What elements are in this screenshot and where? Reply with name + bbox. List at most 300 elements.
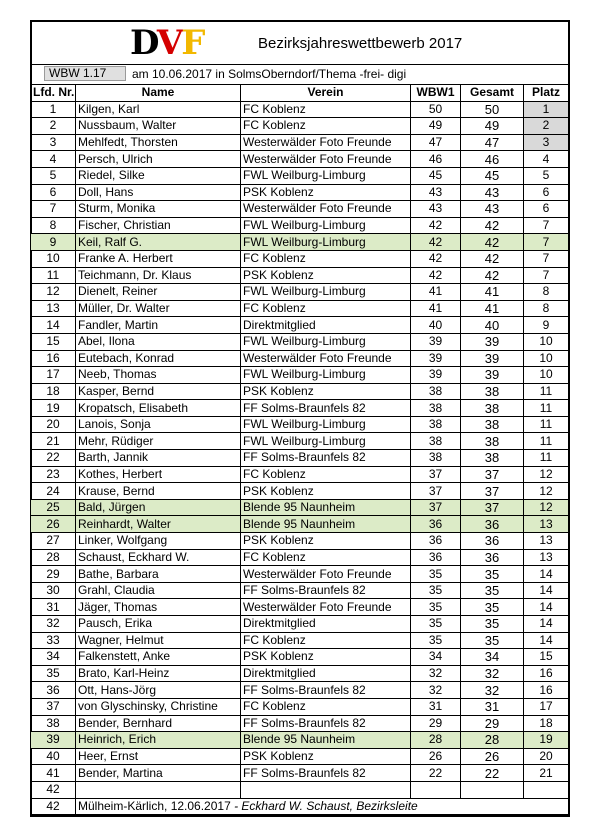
table-row: [31, 450, 569, 467]
cell-nr: 20: [31, 416, 76, 433]
cell-nr: 16: [31, 350, 76, 367]
cell-verein: FF Solms-Braunfels 82: [241, 715, 411, 732]
cell-platz: 2: [524, 118, 569, 135]
cell-wbw1: 42: [411, 217, 461, 234]
cell-name: Grahl, Claudia: [76, 582, 241, 599]
col-header-name: Name: [76, 85, 241, 102]
cell-verein: FF Solms-Braunfels 82: [241, 682, 411, 699]
table-row: [31, 649, 569, 666]
footer-text: [76, 798, 569, 815]
cell-verein: FF Solms-Braunfels 82: [241, 765, 411, 782]
cell-nr: 38: [31, 715, 76, 732]
table-row: [31, 665, 569, 682]
cell-verein: [241, 781, 411, 798]
cell-gesamt: 32: [461, 682, 524, 699]
cell-name: Ott, Hans-Jörg: [76, 682, 241, 699]
cell-platz: 11: [524, 383, 569, 400]
table-row: [31, 715, 569, 732]
cell-wbw1: 39: [411, 350, 461, 367]
cell-gesamt: 39: [461, 333, 524, 350]
table-row: [31, 167, 569, 184]
cell-nr: 8: [31, 217, 76, 234]
cell-wbw1: 38: [411, 400, 461, 417]
cell-gesamt: 46: [461, 151, 524, 168]
cell-name: Doll, Hans: [76, 184, 241, 201]
table-row: [31, 317, 569, 334]
cell-wbw1: 37: [411, 499, 461, 516]
cell-name: Krause, Bernd: [76, 483, 241, 500]
cell-nr: 3: [31, 134, 76, 151]
cell-verein: Westerwälder Foto Freunde: [241, 134, 411, 151]
cell-verein: FWL Weilburg-Limburg: [241, 416, 411, 433]
cell-gesamt: 38: [461, 416, 524, 433]
cell-verein: FWL Weilburg-Limburg: [241, 234, 411, 251]
table-row: [31, 151, 569, 168]
cell-wbw1: 39: [411, 367, 461, 384]
cell-platz: 1: [524, 101, 569, 118]
cell-wbw1: 42: [411, 234, 461, 251]
cell-nr: 22: [31, 450, 76, 467]
cell-nr: 32: [31, 616, 76, 633]
cell-gesamt: 42: [461, 234, 524, 251]
table-row: [31, 284, 569, 301]
footer-nr: 42: [31, 798, 76, 815]
cell-nr: 35: [31, 665, 76, 682]
cell-nr: 26: [31, 516, 76, 533]
cell-nr: 14: [31, 317, 76, 334]
cell-verein: FWL Weilburg-Limburg: [241, 333, 411, 350]
cell-name: Müller, Dr. Walter: [76, 300, 241, 317]
dvf-logo: [130, 25, 203, 61]
header: [32, 22, 568, 65]
cell-platz: 7: [524, 234, 569, 251]
cell-verein: Direktmitglied: [241, 665, 411, 682]
cell-name: Riedel, Silke: [76, 167, 241, 184]
cell-gesamt: 45: [461, 167, 524, 184]
cell-gesamt: 47: [461, 134, 524, 151]
cell-wbw1: 38: [411, 416, 461, 433]
cell-wbw1: 31: [411, 698, 461, 715]
cell-name: Kilgen, Karl: [76, 101, 241, 118]
cell-name: Jäger, Thomas: [76, 599, 241, 616]
cell-nr: 17: [31, 367, 76, 384]
table-row: [31, 234, 569, 251]
table-row: [31, 267, 569, 284]
cell-gesamt: 32: [461, 665, 524, 682]
cell-wbw1: 35: [411, 566, 461, 583]
cell-platz: 16: [524, 682, 569, 699]
table-row: [31, 682, 569, 699]
cell-platz: 15: [524, 649, 569, 666]
cell-verein: Blende 95 Naunheim: [241, 732, 411, 749]
cell-nr: 6: [31, 184, 76, 201]
cell-nr: 27: [31, 533, 76, 550]
table-row: [31, 184, 569, 201]
cell-wbw1: 41: [411, 284, 461, 301]
cell-name: Abel, Ilona: [76, 333, 241, 350]
cell-wbw1: 36: [411, 516, 461, 533]
cell-verein: PSK Koblenz: [241, 483, 411, 500]
cell-gesamt: 43: [461, 184, 524, 201]
cell-wbw1: 46: [411, 151, 461, 168]
cell-nr: 21: [31, 433, 76, 450]
cell-name: Eutebach, Konrad: [76, 350, 241, 367]
cell-platz: 10: [524, 367, 569, 384]
cell-platz: 11: [524, 416, 569, 433]
cell-wbw1: 38: [411, 383, 461, 400]
cell-name: Kothes, Herbert: [76, 466, 241, 483]
cell-platz: 6: [524, 201, 569, 218]
cell-nr: 28: [31, 549, 76, 566]
cell-wbw1: 39: [411, 333, 461, 350]
footer-row: [31, 798, 569, 815]
table-row: [31, 732, 569, 749]
cell-wbw1: 49: [411, 118, 461, 135]
cell-gesamt: 28: [461, 732, 524, 749]
cell-nr: 9: [31, 234, 76, 251]
cell-wbw1: 34: [411, 649, 461, 666]
cell-platz: 9: [524, 317, 569, 334]
col-header-wbw1: WBW1: [411, 85, 461, 102]
competition-subtitle: am 10.06.2017 in SolmsOberndorf/Thema -frei- digi: [132, 67, 407, 81]
cell-nr: 39: [31, 732, 76, 749]
cell-platz: 13: [524, 533, 569, 550]
table-row: [31, 367, 569, 384]
cell-name: Linker, Wolfgang: [76, 533, 241, 550]
cell-nr: 10: [31, 250, 76, 267]
table-row: [31, 748, 569, 765]
table-row: [31, 533, 569, 550]
footer-place-date: Mülheim-Kärlich, 12.06.2017: [78, 798, 231, 813]
cell-name: Neeb, Thomas: [76, 367, 241, 384]
cell-nr: 18: [31, 383, 76, 400]
col-header-nr: Lfd. Nr.: [31, 85, 76, 102]
cell-name: von Glyschinsky, Christine: [76, 698, 241, 715]
cell-name: Nussbaum, Walter: [76, 118, 241, 135]
cell-nr: 5: [31, 167, 76, 184]
cell-platz: 17: [524, 698, 569, 715]
table-row: [31, 566, 569, 583]
cell-wbw1: 36: [411, 533, 461, 550]
cell-platz: 19: [524, 732, 569, 749]
table-row: [31, 433, 569, 450]
cell-wbw1: 29: [411, 715, 461, 732]
cell-verein: FC Koblenz: [241, 300, 411, 317]
cell-gesamt: 36: [461, 533, 524, 550]
cell-name: Brato, Karl-Heinz: [76, 665, 241, 682]
table-row: [31, 350, 569, 367]
cell-nr: 11: [31, 267, 76, 284]
cell-name: Keil, Ralf G.: [76, 234, 241, 251]
table-row: [31, 765, 569, 782]
cell-platz: 4: [524, 151, 569, 168]
cell-platz: 21: [524, 765, 569, 782]
cell-verein: FWL Weilburg-Limburg: [241, 433, 411, 450]
wbw-label: WBW 1.17: [44, 66, 126, 81]
cell-verein: PSK Koblenz: [241, 748, 411, 765]
cell-gesamt: 35: [461, 632, 524, 649]
cell-nr: 36: [31, 682, 76, 699]
table-row: [31, 582, 569, 599]
cell-wbw1: 38: [411, 433, 461, 450]
table-header-row: [31, 85, 569, 102]
cell-verein: Westerwälder Foto Freunde: [241, 566, 411, 583]
cell-platz: 14: [524, 566, 569, 583]
table-body: [31, 101, 569, 798]
cell-verein: FF Solms-Braunfels 82: [241, 400, 411, 417]
cell-nr: 31: [31, 599, 76, 616]
cell-name: Bender, Bernhard: [76, 715, 241, 732]
cell-wbw1: 32: [411, 665, 461, 682]
cell-wbw1: 42: [411, 250, 461, 267]
cell-verein: Blende 95 Naunheim: [241, 516, 411, 533]
cell-gesamt: 40: [461, 317, 524, 334]
cell-wbw1: 36: [411, 549, 461, 566]
cell-gesamt: 35: [461, 582, 524, 599]
cell-verein: FC Koblenz: [241, 549, 411, 566]
cell-wbw1: 22: [411, 765, 461, 782]
cell-platz: 7: [524, 217, 569, 234]
cell-platz: 13: [524, 516, 569, 533]
table-row: [31, 400, 569, 417]
cell-wbw1: 50: [411, 101, 461, 118]
cell-name: Bald, Jürgen: [76, 499, 241, 516]
cell-nr: 19: [31, 400, 76, 417]
table-row: [31, 134, 569, 151]
table-row: [31, 781, 569, 798]
cell-nr: 24: [31, 483, 76, 500]
cell-name: Falkenstett, Anke: [76, 649, 241, 666]
logo-letter-v: V: [156, 23, 182, 63]
cell-gesamt: 36: [461, 549, 524, 566]
cell-nr: 15: [31, 333, 76, 350]
cell-gesamt: 39: [461, 350, 524, 367]
cell-verein: FC Koblenz: [241, 466, 411, 483]
cell-name: Heinrich, Erich: [76, 732, 241, 749]
cell-verein: Direktmitglied: [241, 616, 411, 633]
cell-platz: 13: [524, 549, 569, 566]
table-row: [31, 549, 569, 566]
cell-name: Bathe, Barbara: [76, 566, 241, 583]
cell-nr: 37: [31, 698, 76, 715]
cell-verein: Westerwälder Foto Freunde: [241, 350, 411, 367]
cell-nr: 12: [31, 284, 76, 301]
cell-name: Schaust, Eckhard W.: [76, 549, 241, 566]
cell-name: Franke A. Herbert: [76, 250, 241, 267]
cell-gesamt: 42: [461, 267, 524, 284]
table-row: [31, 499, 569, 516]
cell-gesamt: 37: [461, 499, 524, 516]
cell-gesamt: 43: [461, 201, 524, 218]
table-row: [31, 466, 569, 483]
cell-verein: FC Koblenz: [241, 250, 411, 267]
cell-nr: 1: [31, 101, 76, 118]
cell-gesamt: 22: [461, 765, 524, 782]
cell-wbw1: 38: [411, 450, 461, 467]
cell-name: Heer, Ernst: [76, 748, 241, 765]
cell-name: Bender, Martina: [76, 765, 241, 782]
col-header-platz: Platz: [524, 85, 569, 102]
table-row: [31, 383, 569, 400]
cell-nr: 25: [31, 499, 76, 516]
cell-name: Teichmann, Dr. Klaus: [76, 267, 241, 284]
cell-platz: 6: [524, 184, 569, 201]
cell-verein: PSK Koblenz: [241, 267, 411, 284]
cell-gesamt: 34: [461, 649, 524, 666]
cell-platz: 11: [524, 433, 569, 450]
cell-gesamt: [461, 781, 524, 798]
cell-nr: 23: [31, 466, 76, 483]
footer-signature: - Eckhard W. Schaust, Bezirksleite: [230, 798, 418, 813]
cell-wbw1: 42: [411, 267, 461, 284]
table-row: [31, 632, 569, 649]
competition-info: [32, 64, 568, 84]
cell-name: Mehr, Rüdiger: [76, 433, 241, 450]
cell-gesamt: 37: [461, 483, 524, 500]
table-row: [31, 516, 569, 533]
cell-platz: 12: [524, 499, 569, 516]
col-header-gesamt: Gesamt: [461, 85, 524, 102]
cell-name: Mehlfedt, Thorsten: [76, 134, 241, 151]
cell-name: Kropatsch, Elisabeth: [76, 400, 241, 417]
cell-gesamt: 37: [461, 466, 524, 483]
cell-platz: 11: [524, 450, 569, 467]
cell-gesamt: 49: [461, 118, 524, 135]
cell-wbw1: 32: [411, 682, 461, 699]
cell-gesamt: 38: [461, 383, 524, 400]
cell-gesamt: 41: [461, 284, 524, 301]
cell-platz: 20: [524, 748, 569, 765]
cell-gesamt: 41: [461, 300, 524, 317]
col-header-verein: Verein: [241, 85, 411, 102]
cell-wbw1: 43: [411, 201, 461, 218]
cell-platz: 18: [524, 715, 569, 732]
cell-verein: Westerwälder Foto Freunde: [241, 201, 411, 218]
cell-gesamt: 38: [461, 400, 524, 417]
cell-platz: 7: [524, 250, 569, 267]
cell-platz: 7: [524, 267, 569, 284]
cell-name: Barth, Jannik: [76, 450, 241, 467]
cell-verein: FWL Weilburg-Limburg: [241, 367, 411, 384]
results-sheet: [30, 20, 570, 817]
cell-name: Reinhardt, Walter: [76, 516, 241, 533]
cell-verein: FWL Weilburg-Limburg: [241, 217, 411, 234]
cell-platz: 12: [524, 466, 569, 483]
cell-nr: 13: [31, 300, 76, 317]
cell-gesamt: 42: [461, 217, 524, 234]
cell-wbw1: 47: [411, 134, 461, 151]
cell-name: Fischer, Christian: [76, 217, 241, 234]
cell-verein: PSK Koblenz: [241, 533, 411, 550]
cell-nr: 30: [31, 582, 76, 599]
cell-wbw1: 35: [411, 616, 461, 633]
cell-verein: FC Koblenz: [241, 118, 411, 135]
cell-name: Kasper, Bernd: [76, 383, 241, 400]
cell-platz: 10: [524, 350, 569, 367]
cell-platz: 16: [524, 665, 569, 682]
results-table: [30, 84, 569, 815]
cell-wbw1: 37: [411, 466, 461, 483]
table-row: [31, 616, 569, 633]
page-title: Bezirksjahreswettbewerb 2017: [258, 35, 463, 52]
cell-platz: 14: [524, 582, 569, 599]
cell-name: [76, 781, 241, 798]
cell-name: Persch, Ulrich: [76, 151, 241, 168]
cell-platz: 14: [524, 599, 569, 616]
cell-gesamt: 50: [461, 101, 524, 118]
cell-nr: 40: [31, 748, 76, 765]
table-row: [31, 416, 569, 433]
table-row: [31, 250, 569, 267]
cell-gesamt: 36: [461, 516, 524, 533]
cell-nr: 29: [31, 566, 76, 583]
logo-letter-f: F: [181, 23, 204, 63]
cell-gesamt: 35: [461, 599, 524, 616]
cell-verein: Westerwälder Foto Freunde: [241, 599, 411, 616]
cell-gesamt: 35: [461, 566, 524, 583]
cell-gesamt: 42: [461, 250, 524, 267]
table-row: [31, 118, 569, 135]
cell-wbw1: 43: [411, 184, 461, 201]
cell-wbw1: 26: [411, 748, 461, 765]
cell-verein: PSK Koblenz: [241, 649, 411, 666]
cell-platz: 14: [524, 632, 569, 649]
cell-verein: Westerwälder Foto Freunde: [241, 151, 411, 168]
cell-verein: FC Koblenz: [241, 698, 411, 715]
table-row: [31, 599, 569, 616]
cell-gesamt: 26: [461, 748, 524, 765]
cell-name: Sturm, Monika: [76, 201, 241, 218]
cell-verein: FF Solms-Braunfels 82: [241, 450, 411, 467]
cell-verein: Blende 95 Naunheim: [241, 499, 411, 516]
cell-platz: 3: [524, 134, 569, 151]
cell-name: Fandler, Martin: [76, 317, 241, 334]
cell-wbw1: 35: [411, 582, 461, 599]
cell-name: Wagner, Helmut: [76, 632, 241, 649]
cell-verein: PSK Koblenz: [241, 383, 411, 400]
cell-wbw1: 37: [411, 483, 461, 500]
table-row: [31, 201, 569, 218]
cell-gesamt: 29: [461, 715, 524, 732]
cell-wbw1: 45: [411, 167, 461, 184]
cell-name: Dienelt, Reiner: [76, 284, 241, 301]
table-row: [31, 101, 569, 118]
cell-nr: 4: [31, 151, 76, 168]
cell-nr: 34: [31, 649, 76, 666]
table-row: [31, 483, 569, 500]
cell-platz: 8: [524, 284, 569, 301]
cell-wbw1: 28: [411, 732, 461, 749]
cell-platz: 11: [524, 400, 569, 417]
table-row: [31, 300, 569, 317]
cell-gesamt: 31: [461, 698, 524, 715]
cell-platz: 5: [524, 167, 569, 184]
cell-name: Pausch, Erika: [76, 616, 241, 633]
table-row: [31, 698, 569, 715]
cell-verein: Direktmitglied: [241, 317, 411, 334]
cell-platz: 12: [524, 483, 569, 500]
table-row: [31, 217, 569, 234]
cell-nr: 42: [31, 781, 76, 798]
cell-verein: FWL Weilburg-Limburg: [241, 284, 411, 301]
cell-wbw1: [411, 781, 461, 798]
cell-gesamt: 38: [461, 433, 524, 450]
cell-platz: [524, 781, 569, 798]
cell-nr: 7: [31, 201, 76, 218]
cell-platz: 14: [524, 616, 569, 633]
cell-verein: FC Koblenz: [241, 101, 411, 118]
cell-nr: 2: [31, 118, 76, 135]
